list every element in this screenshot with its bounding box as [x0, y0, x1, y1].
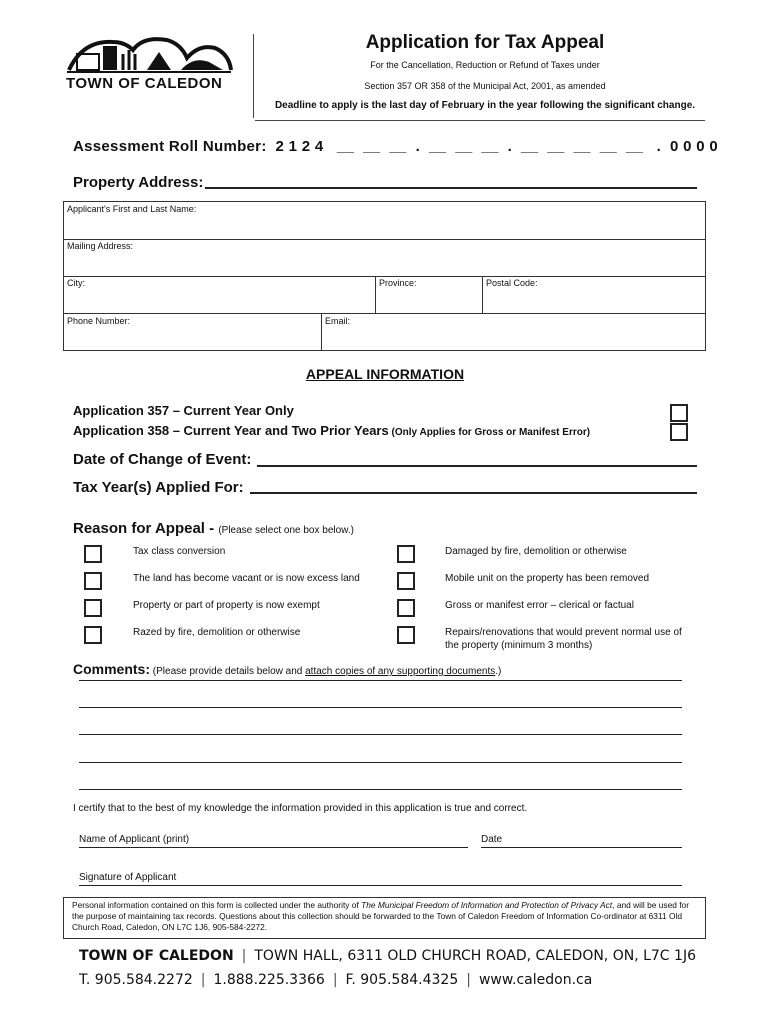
table-divider	[64, 313, 705, 314]
reason-checkbox[interactable]	[84, 626, 102, 644]
privacy-act-name: The Municipal Freedom of Information and Protection of Privacy Act	[361, 900, 613, 910]
signature-field[interactable]	[79, 885, 682, 886]
reason-option: Repairs/renovations that would prevent normal use of the property (minimum 3 months)	[445, 627, 682, 651]
email-field[interactable]: Email:	[325, 316, 351, 326]
comment-line[interactable]	[79, 762, 682, 763]
table-divider	[64, 276, 705, 277]
application-357-label: Application 357 – Current Year Only	[73, 403, 294, 418]
reason-checkbox[interactable]	[397, 626, 415, 644]
comments-heading-text: Comments:	[73, 661, 151, 677]
header-rule	[255, 120, 705, 121]
logo-text: TOWN OF CALEDON	[66, 75, 223, 92]
province-field[interactable]: Province:	[379, 278, 417, 288]
postal-code-field[interactable]: Postal Code:	[486, 278, 538, 288]
privacy-text: Personal information contained on this form is collected under the authority of	[72, 900, 362, 910]
mailing-address-field[interactable]: Mailing Address:	[67, 241, 134, 251]
comment-line[interactable]	[79, 734, 682, 735]
reason-checkbox[interactable]	[84, 599, 102, 617]
privacy-text-end: , and will be used for the purpose of maintaining tax records. Questions about this collection should be forwarded to the Town of Caledon Freedom of Information Co-ordinator at 6311 Old Church Road, Caledon, ON L7C 1J6, 905-584-2272.	[72, 900, 689, 932]
table-divider	[64, 239, 705, 240]
application-358-checkbox[interactable]	[670, 423, 688, 441]
tax-years-field[interactable]	[250, 492, 697, 494]
reason-checkbox[interactable]	[397, 572, 415, 590]
reason-checkbox[interactable]	[84, 545, 102, 563]
deadline-notice: Deadline to apply is the last day of February in the year following the significant change.	[274, 100, 696, 111]
comment-line[interactable]	[79, 680, 682, 681]
table-divider	[482, 276, 483, 313]
form-title: Application for Tax Appeal	[365, 32, 605, 53]
form-subtitle-section: Section 357 OR 358 of the Municipal Act, 2001, as amended	[364, 81, 606, 91]
applicant-info-table	[63, 201, 706, 351]
comments-heading	[73, 661, 501, 677]
comments-note-end: .)	[495, 666, 502, 677]
table-divider	[375, 276, 376, 313]
reason-option: Razed by fire, demolition or otherwise	[133, 627, 301, 638]
privacy-notice	[63, 897, 706, 939]
reason-heading-note: (Please select one box below.)	[218, 525, 354, 536]
comment-line[interactable]	[79, 789, 682, 790]
reason-option: Damaged by fire, demolition or otherwise	[445, 546, 627, 557]
footer-town: TOWN OF CALEDON	[79, 948, 234, 964]
footer-website: www.caledon.ca	[478, 972, 593, 988]
date-of-change-label: Date of Change of Event:	[73, 451, 252, 468]
certification-statement: I certify that to the best of my knowledge the information provided in this application is true and correct.	[73, 803, 528, 814]
assessment-roll-number[interactable]: Assessment Roll Number: 2 1 2 4 __ __ __ . __ __ __ . __ __ __ __ __ . 0 0 0 0	[73, 138, 718, 155]
applicant-name-field[interactable]: Applicant's First and Last Name:	[67, 204, 197, 214]
date-label: Date	[481, 834, 503, 845]
table-divider	[321, 313, 322, 351]
tax-years-label: Tax Year(s) Applied For:	[73, 479, 244, 496]
reason-option: Gross or manifest error – clerical or factual	[445, 600, 634, 611]
comment-line[interactable]	[79, 707, 682, 708]
header-divider	[253, 34, 254, 118]
footer-address-line: TOWN OF CALEDON | TOWN HALL, 6311 OLD CHURCH ROAD, CALEDON, ON, L7C 1J6	[79, 948, 696, 964]
city-field[interactable]: City:	[67, 278, 85, 288]
applicant-name-label: Name of Applicant (print)	[79, 834, 190, 845]
reason-checkbox[interactable]	[397, 599, 415, 617]
application-358-note: (Only Applies for Gross or Manifest Error)	[388, 427, 591, 438]
form-subtitle: For the Cancellation, Reduction or Refund of Taxes under	[370, 60, 600, 70]
application-358-label	[73, 423, 590, 438]
reason-checkbox[interactable]	[84, 572, 102, 590]
footer-fax: F. 905.584.4325	[345, 972, 459, 988]
footer-tollfree: 1.888.225.3366	[213, 972, 325, 988]
date-of-change-field[interactable]	[257, 465, 697, 467]
reason-heading-text: Reason for Appeal -	[73, 520, 219, 537]
footer-contact-line: T. 905.584.2272 | 1.888.225.3366 | F. 905.584.4325 | www.caledon.ca	[79, 972, 593, 988]
footer-address: TOWN HALL, 6311 OLD CHURCH ROAD, CALEDON, ON, L7C 1J6	[254, 948, 696, 964]
footer-phone: T. 905.584.2272	[79, 972, 193, 988]
reason-option: Tax class conversion	[133, 546, 226, 557]
reason-option: The land has become vacant or is now excess land	[133, 573, 360, 584]
supporting-documents-link: attach copies of any supporting documents	[305, 666, 496, 677]
date-field[interactable]	[481, 847, 682, 848]
reason-option: Mobile unit on the property has been removed	[445, 573, 650, 584]
application-358-text: Application 358 – Current Year and Two Prior Years	[73, 423, 389, 438]
signature-label: Signature of Applicant	[79, 872, 177, 883]
reason-heading	[73, 520, 354, 537]
reason-checkbox[interactable]	[397, 545, 415, 563]
comments-note: (Please provide details below and	[150, 666, 306, 677]
applicant-name-print-field[interactable]	[79, 847, 468, 848]
property-address-label: Property Address:	[73, 174, 204, 191]
application-357-checkbox[interactable]	[670, 404, 688, 422]
appeal-info-heading: APPEAL INFORMATION	[305, 366, 465, 382]
reason-option: Property or part of property is now exempt	[133, 600, 320, 611]
property-address-field[interactable]	[205, 187, 697, 189]
phone-number-field[interactable]: Phone Number:	[67, 316, 131, 326]
